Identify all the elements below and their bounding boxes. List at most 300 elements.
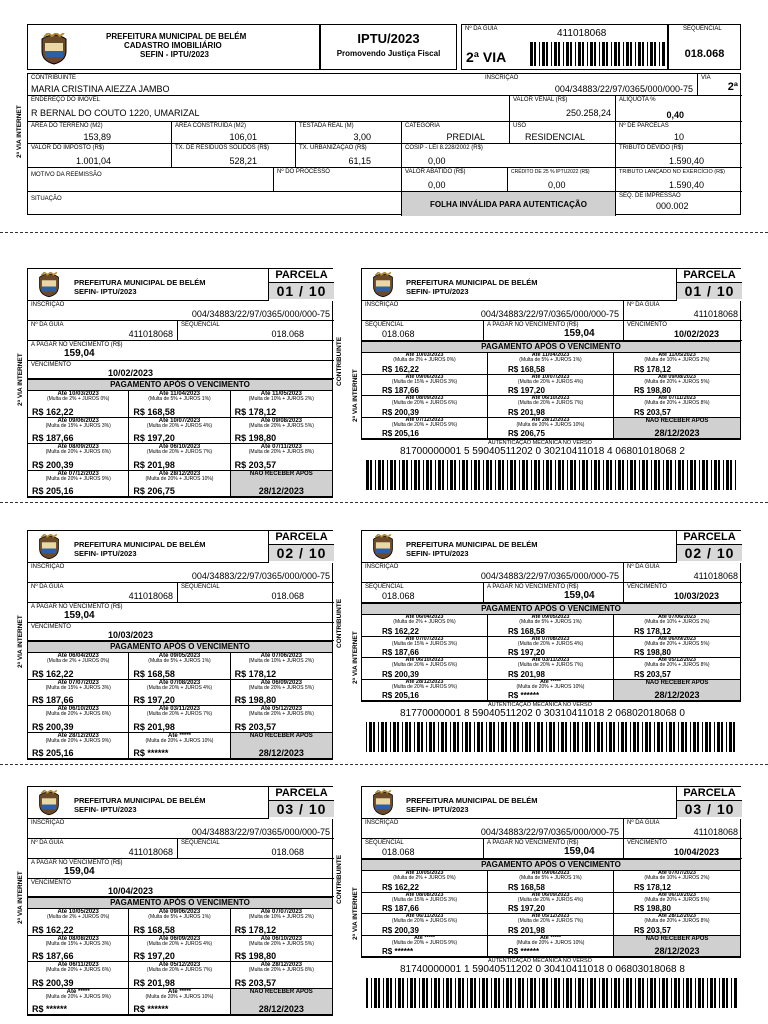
nao-receber-cell bbox=[614, 936, 740, 958]
penalty-value: R$ 178,12 bbox=[234, 668, 277, 679]
stub-cell-valor bbox=[28, 341, 334, 361]
barcode-bar bbox=[635, 42, 636, 66]
city-coat-of-arms-icon bbox=[38, 534, 60, 560]
penalty-date: Até 07/11/2023 bbox=[260, 444, 302, 450]
barcode-bar bbox=[695, 978, 696, 1008]
field-label: VENCIMENTO bbox=[31, 880, 71, 886]
header-guia-label: Nº DA GUIA bbox=[465, 26, 498, 32]
nao-receber-cell bbox=[231, 989, 332, 1016]
field-label: INSCRIÇÃO bbox=[365, 564, 399, 570]
penalty-value: R$ 201,98 bbox=[508, 925, 545, 935]
barcode-bar bbox=[594, 978, 596, 1008]
barcode-bar bbox=[566, 978, 569, 1008]
penalty-terms: (Multa de 20% + JUROS 9%) bbox=[45, 993, 111, 1000]
penalty-date: Até ***** bbox=[539, 935, 562, 941]
penalty-date: Até 09/08/2023 bbox=[260, 417, 303, 424]
barcode-bar bbox=[462, 978, 464, 1008]
barcode-bar bbox=[565, 722, 567, 752]
barcode-bar bbox=[465, 722, 468, 752]
penalty-value: R$ 203,57 bbox=[634, 925, 671, 935]
penalty-terms: (Multa de 20% + JUROS 5%) bbox=[644, 378, 710, 385]
bank-org-name: PREFEITURA MUNICIPAL DE BELÉM bbox=[406, 796, 538, 805]
penalty-date: Até ***** bbox=[167, 732, 191, 739]
stub-cell-guia bbox=[28, 583, 178, 603]
penalty-terms: (Multa de 20% + JUROS 10%) bbox=[145, 993, 214, 1000]
barcode-bar bbox=[435, 460, 436, 490]
cell-valor-imposto: VALOR DO IMPOSTO (R$) 1.001,04 bbox=[28, 144, 172, 168]
penalty-terms: (Multa de 20% + JUROS 5%) bbox=[644, 896, 710, 903]
penalty-cell bbox=[28, 391, 129, 418]
field-label: SEQUENCIAL bbox=[181, 322, 220, 328]
penalty-date: Até 03/11/2023 bbox=[158, 706, 201, 712]
penalty-date: Até 08/08/2023 bbox=[57, 935, 99, 942]
slip-stub bbox=[27, 530, 333, 760]
barcode-number: 81740000001 1 59040511202 0 30410411018 0 06803018068 8 bbox=[400, 964, 685, 975]
guia-value: 411018068 bbox=[693, 309, 738, 319]
barcode-bar bbox=[381, 722, 384, 752]
barcode-bar bbox=[489, 722, 492, 752]
barcode-bar bbox=[582, 460, 585, 490]
barcode-bar bbox=[549, 722, 552, 752]
penalty-date: Até 07/08/2023 bbox=[158, 679, 201, 686]
barcode-bar bbox=[614, 42, 617, 66]
barcode-bar bbox=[710, 978, 713, 1008]
barcode-bar bbox=[522, 978, 524, 1008]
barcode-bar bbox=[646, 460, 648, 490]
penalty-terms: (Multa de 20% + JUROS 10%) bbox=[145, 737, 214, 744]
penalty-cell bbox=[614, 893, 740, 915]
barcode-bar bbox=[594, 460, 597, 490]
penalty-terms: (Multa de 20% + JUROS 4%) bbox=[146, 684, 213, 691]
penalty-date: Até 06/09/2023 bbox=[531, 892, 570, 898]
barcode-bar bbox=[590, 978, 593, 1008]
penalty-cell bbox=[231, 962, 332, 989]
penalty-date: Até 07/07/2023 bbox=[658, 871, 696, 876]
penalty-value: R$ 201,98 bbox=[133, 977, 175, 988]
penalty-value: R$ 187,66 bbox=[382, 904, 419, 913]
barcode-bar bbox=[570, 978, 572, 1008]
barcode-bar bbox=[574, 460, 576, 490]
stub-cell-seq bbox=[178, 583, 334, 603]
valor-value: 159,04 bbox=[564, 846, 595, 857]
penalty-date: Até 03/11/2023 bbox=[531, 658, 570, 663]
barcode-bar bbox=[450, 978, 452, 1008]
seq-value: 018.068 bbox=[271, 847, 304, 857]
barcode-bar bbox=[378, 460, 381, 490]
barcode-bar bbox=[486, 978, 488, 1008]
penalty-value: R$ 203,57 bbox=[234, 721, 277, 732]
penalty-date: Até 09/06/2023 bbox=[158, 909, 201, 915]
barcode-bar bbox=[638, 42, 641, 66]
penalty-date: Até 09/05/2023 bbox=[531, 615, 570, 620]
field-label: SEQUENCIAL bbox=[365, 584, 404, 590]
penalty-cell bbox=[362, 637, 488, 659]
valor-value: 159,04 bbox=[564, 590, 595, 601]
barcode-bar bbox=[729, 722, 732, 752]
barcode-bar bbox=[493, 722, 495, 752]
barcode-bar bbox=[518, 978, 521, 1008]
barcode-bar bbox=[714, 978, 716, 1008]
barcode-bar bbox=[462, 722, 463, 752]
barcode-bar bbox=[662, 42, 665, 66]
barcode-bar bbox=[589, 722, 591, 752]
penalty-cell bbox=[362, 396, 488, 418]
barcode-bar bbox=[378, 978, 380, 1008]
cut-line bbox=[0, 502, 768, 503]
penalty-terms: (Multa de 20% + JUROS 5%) bbox=[248, 684, 314, 691]
cell-situacao: SITUAÇÃO bbox=[28, 192, 402, 216]
barcode-bar bbox=[566, 42, 569, 66]
penalty-value: R$ 198,80 bbox=[634, 648, 671, 657]
penalty-terms: (Multa de 20% + JUROS 6%) bbox=[45, 711, 111, 717]
penalty-terms: (Multa de 20% + JUROS 4%) bbox=[146, 940, 213, 947]
penalty-terms: (Multa de 20% + JUROS 7%) bbox=[146, 449, 213, 455]
penalty-date: Até 28/12/2023 bbox=[531, 417, 570, 423]
barcode-bar bbox=[678, 722, 679, 752]
penalty-cell bbox=[129, 471, 230, 498]
penalty-value: R$ 168,58 bbox=[508, 626, 545, 636]
bank-cell-guia bbox=[624, 301, 742, 321]
barcode-bar bbox=[441, 722, 444, 752]
penalty-cell bbox=[614, 914, 740, 936]
city-coat-of-arms-icon bbox=[372, 272, 394, 298]
barcode-bar bbox=[697, 722, 699, 752]
auth-label: AUTENTICAÇÃO MECÂNICA NO VERSO bbox=[488, 440, 592, 446]
barcode-bar bbox=[491, 978, 492, 1008]
penalty-value: R$ 178,12 bbox=[634, 626, 671, 636]
penalty-value: R$ 198,80 bbox=[234, 695, 277, 705]
penalty-value: R$ 178,12 bbox=[634, 364, 671, 374]
penalty-cell bbox=[129, 653, 230, 680]
barcode-bar bbox=[731, 978, 732, 1008]
penalty-date: Até 08/09/2023 bbox=[405, 396, 444, 401]
penalty-value: R$ 205,16 bbox=[382, 429, 419, 438]
barcode-bar bbox=[414, 722, 415, 752]
penalty-cell bbox=[488, 871, 614, 893]
penalty-value: R$ 168,58 bbox=[133, 406, 175, 417]
penalty-cell bbox=[28, 909, 129, 936]
barcode-bar bbox=[577, 722, 579, 752]
penalty-date: Até 09/05/2023 bbox=[158, 653, 201, 659]
stub-org-name: PREFEITURA MUNICIPAL DE BELÉM bbox=[74, 796, 206, 805]
penalty-terms: (Multa de 15% + JUROS 3%) bbox=[45, 684, 111, 691]
bank-cell-guia bbox=[624, 563, 742, 583]
bank-cell-seq bbox=[362, 839, 484, 859]
stub-header bbox=[28, 787, 334, 819]
barcode-bar bbox=[438, 978, 440, 1008]
barcode-bar bbox=[682, 460, 684, 490]
barcode-bar bbox=[510, 722, 511, 752]
penalty-terms: (Multa de 20% + JUROS 4%) bbox=[146, 422, 213, 429]
barcode-bar bbox=[662, 978, 665, 1008]
barcode-bar bbox=[495, 460, 496, 490]
contribuinte-side-label: CONTRIBUINTE bbox=[336, 598, 343, 648]
barcode-bar bbox=[654, 978, 656, 1008]
city-coat-of-arms-icon bbox=[372, 534, 394, 560]
penalty-value: R$ 205,16 bbox=[32, 748, 74, 758]
bank-cell-guia bbox=[624, 819, 742, 839]
parcela-box bbox=[676, 269, 742, 301]
barcode-bar bbox=[723, 460, 724, 490]
penalty-date: Até 28/12/2023 bbox=[158, 470, 201, 477]
penalty-value: R$ 206,75 bbox=[508, 429, 545, 438]
barcode-bar bbox=[467, 978, 468, 1008]
penalty-cell bbox=[488, 936, 614, 958]
penalty-cell bbox=[129, 936, 230, 963]
penalty-terms: (Multa de 2% + JUROS 0%) bbox=[46, 396, 110, 402]
stub-org-name: PREFEITURA MUNICIPAL DE BELÉM bbox=[74, 540, 206, 549]
penalty-terms: (Multa de 20% + JUROS 8%) bbox=[248, 449, 314, 455]
barcode-bar bbox=[639, 460, 640, 490]
penalty-value: R$ 198,80 bbox=[634, 904, 671, 913]
header-cadastro: CADASTRO IMOBILIÁRIO bbox=[124, 41, 222, 50]
barcode-bar bbox=[659, 42, 660, 66]
barcode-bar bbox=[455, 978, 456, 1008]
barcode-bar bbox=[671, 978, 672, 1008]
barcode-bar bbox=[570, 42, 572, 66]
field-label: Nº DA GUIA bbox=[627, 564, 660, 570]
header-seq-box bbox=[668, 24, 741, 70]
inscricao-value: 004/34883/22/97/0365/000/000-75 bbox=[480, 827, 619, 837]
valor-value: 159,04 bbox=[64, 348, 95, 359]
penalty-cell bbox=[28, 471, 129, 498]
barcode-bar bbox=[558, 42, 560, 66]
barcode-bar bbox=[457, 722, 459, 752]
barcode-bar bbox=[578, 978, 581, 1008]
barcode-bar bbox=[399, 460, 400, 490]
penalty-terms: (Multa de 5% + JUROS 1%) bbox=[519, 875, 582, 881]
barcode-bar bbox=[407, 978, 408, 1008]
barcode-bar bbox=[659, 978, 660, 1008]
parcela-box bbox=[268, 269, 334, 301]
barcode-bar bbox=[531, 460, 532, 490]
field-label: A PAGAR NO VENCIMENTO (R$) bbox=[487, 840, 579, 846]
penalty-date: Até 09/06/2023 bbox=[531, 871, 570, 876]
barcode-bar bbox=[546, 42, 548, 66]
nao-receber-cell bbox=[614, 680, 740, 702]
vencimento-value: 10/04/2023 bbox=[674, 847, 720, 857]
barcode-bar bbox=[606, 460, 609, 490]
side-label-bank: 2ª VIA INTERNET bbox=[352, 631, 359, 684]
barcode-bar bbox=[459, 460, 460, 490]
penalty-value: R$ 178,12 bbox=[234, 406, 277, 417]
penalty-terms: (Multa de 20% + JUROS 8%) bbox=[644, 918, 710, 924]
side-label-stub: 2ª VIA INTERNET bbox=[17, 871, 24, 924]
barcode-bar bbox=[483, 460, 484, 490]
penalty-value: R$ ****** bbox=[133, 1004, 169, 1014]
penalty-value: R$ 162,22 bbox=[382, 626, 419, 636]
barcode-bar bbox=[445, 722, 447, 752]
barcode-bar bbox=[674, 978, 677, 1008]
city-coat-of-arms-icon bbox=[38, 272, 60, 298]
penalty-terms: (Multa de 20% + JUROS 6%) bbox=[45, 967, 111, 973]
barcode-bar bbox=[366, 722, 367, 752]
parcela-number: 02 / 10 bbox=[677, 544, 742, 561]
penalty-terms: (Multa de 5% + JUROS 1%) bbox=[148, 658, 211, 664]
penalty-terms: (Multa de 2% + JUROS 0%) bbox=[393, 357, 456, 363]
barcode-bar bbox=[685, 722, 687, 752]
vencimento-value: 10/04/2023 bbox=[108, 886, 154, 896]
penalty-terms: (Multa de 20% + JUROS 6%) bbox=[391, 918, 458, 924]
barcode-bar bbox=[525, 722, 528, 752]
guia-value: 411018068 bbox=[128, 591, 173, 601]
valor-value: 159,04 bbox=[564, 328, 595, 339]
penalty-date: Até 08/09/2023 bbox=[57, 444, 99, 450]
slip-bank bbox=[361, 786, 741, 958]
barcode-bar bbox=[651, 460, 652, 490]
barcode-bar bbox=[506, 978, 509, 1008]
penalty-terms: (Multa de 20% + JUROS 8%) bbox=[248, 967, 314, 973]
barcode-bar bbox=[510, 460, 513, 490]
stub-cell-inscricao bbox=[28, 301, 334, 321]
penalty-cell bbox=[28, 962, 129, 989]
field-label: VENCIMENTO bbox=[31, 624, 71, 630]
bank-header bbox=[362, 787, 742, 819]
barcode-bar bbox=[539, 42, 540, 66]
cell-area-construida: ÁREA CONSTRUÍDA (M2) 106,01 bbox=[172, 122, 296, 144]
barcode-bar bbox=[434, 978, 437, 1008]
barcode-bar bbox=[558, 460, 561, 490]
barcode-bar bbox=[558, 722, 559, 752]
penalty-terms: (Multa de 2% + JUROS 0%) bbox=[46, 658, 110, 664]
pagamento-apos-header: PAGAMENTO APÓS O VENCIMENTO bbox=[27, 379, 333, 391]
cell-tributo-lancado: TRIBUTO LANÇADO NO EXERCÍCIO (R$) 1.590,40 bbox=[616, 168, 742, 192]
seq-value: 018.068 bbox=[382, 847, 415, 857]
penalty-value: R$ 162,22 bbox=[32, 924, 74, 935]
penalty-date: Até 09/06/2023 bbox=[405, 374, 444, 380]
penalty-date: Até 05/12/2023 bbox=[260, 706, 303, 712]
penalty-date: Até 28/12/2023 bbox=[260, 962, 303, 968]
barcode-bar bbox=[717, 722, 720, 752]
barcode-bar bbox=[650, 42, 653, 66]
barcode-bar bbox=[573, 722, 576, 752]
bank-cell-valor bbox=[484, 321, 624, 341]
barcode-bar bbox=[517, 722, 519, 752]
penalty-terms: (Multa de 2% + JUROS 0%) bbox=[393, 619, 456, 625]
barcode-bar bbox=[635, 978, 636, 1008]
barcode-bar bbox=[419, 978, 420, 1008]
penalty-cell bbox=[28, 444, 129, 471]
barcode-bar bbox=[542, 42, 545, 66]
penalty-date: Até 07/12/2023 bbox=[57, 470, 99, 477]
barcode-bar bbox=[575, 42, 576, 66]
barcode-bar bbox=[390, 978, 392, 1008]
penalty-terms: (Multa de 2% + JUROS 0%) bbox=[46, 914, 110, 920]
penalty-terms: (Multa de 15% + JUROS 3%) bbox=[391, 640, 458, 647]
barcode-bar bbox=[633, 722, 636, 752]
seq-value: 018.068 bbox=[271, 591, 304, 601]
bank-cell-inscricao bbox=[362, 301, 624, 321]
barcode-bar bbox=[534, 460, 537, 490]
barcode-bar bbox=[654, 722, 655, 752]
barcode-bar bbox=[654, 42, 656, 66]
penalty-cell bbox=[129, 680, 230, 707]
stub-cell-inscricao bbox=[28, 563, 334, 583]
penalty-value: R$ 205,16 bbox=[32, 486, 74, 496]
stub-sefin: SEFIN- IPTU/2023 bbox=[74, 549, 137, 558]
penalty-cell bbox=[362, 871, 488, 893]
barcode-bar bbox=[562, 460, 564, 490]
barcode-bar bbox=[438, 460, 441, 490]
field-label: VENCIMENTO bbox=[627, 840, 667, 846]
barcode-bar bbox=[366, 978, 368, 1008]
penalty-cell bbox=[614, 637, 740, 659]
barcode-bar bbox=[402, 978, 404, 1008]
penalty-cell bbox=[28, 733, 129, 760]
penalty-cell bbox=[28, 989, 129, 1016]
barcode-number: 81770000001 8 59040511202 0 30310411018 2 06802018068 0 bbox=[400, 708, 685, 719]
barcode-bar bbox=[474, 978, 476, 1008]
penalty-date: Até 06/04/2023 bbox=[57, 653, 99, 659]
penalty-cell bbox=[231, 706, 332, 733]
payment-barcode bbox=[366, 722, 740, 752]
penalty-terms: (Multa de 20% + JUROS 9%) bbox=[45, 737, 111, 744]
barcode-bar bbox=[486, 460, 489, 490]
barcode-bar bbox=[382, 460, 384, 490]
barcode-bar bbox=[395, 978, 396, 1008]
barcode-bar bbox=[678, 978, 680, 1008]
bank-org-name: PREFEITURA MUNICIPAL DE BELÉM bbox=[406, 540, 538, 549]
barcode-bar bbox=[606, 722, 607, 752]
penalty-value: R$ 201,98 bbox=[133, 459, 175, 470]
valor-value: 159,04 bbox=[64, 610, 95, 621]
barcode-bar bbox=[615, 460, 616, 490]
barcode-bar bbox=[690, 722, 691, 752]
penalty-value: R$ 197,20 bbox=[508, 904, 545, 913]
penalty-date: Até 06/09/2023 bbox=[260, 679, 303, 686]
parcela-number: 03 / 10 bbox=[677, 800, 742, 817]
penalty-terms: (Multa de 20% + JUROS 5%) bbox=[248, 940, 314, 947]
barcode-bar bbox=[482, 978, 485, 1008]
barcode-bar bbox=[390, 460, 393, 490]
barcode-bar bbox=[587, 978, 588, 1008]
barcode-bar bbox=[471, 460, 472, 490]
payment-barcode bbox=[366, 978, 740, 1008]
bank-cell-valor bbox=[484, 839, 624, 859]
barcode-bar bbox=[645, 722, 648, 752]
penalty-cell bbox=[362, 418, 488, 440]
cell-processo: Nº DO PROCESSO bbox=[274, 168, 402, 192]
barcode-bar bbox=[371, 978, 372, 1008]
penalty-date: Até 11/04/2023 bbox=[158, 391, 201, 397]
contribuinte-side-label: CONTRIBUINTE bbox=[336, 336, 343, 386]
bank-cell-inscricao bbox=[362, 563, 624, 583]
nao-receber-date: 28/12/2023 bbox=[654, 946, 700, 956]
barcode-bar bbox=[507, 460, 508, 490]
barcode-bar bbox=[683, 978, 684, 1008]
stub-cell-guia bbox=[28, 839, 178, 859]
penalty-terms: (Multa de 20% + JUROS 8%) bbox=[644, 662, 710, 668]
nao-receber-cell bbox=[614, 418, 740, 440]
barcode-bar bbox=[599, 978, 600, 1008]
barcode-bar bbox=[610, 460, 612, 490]
penalty-cell bbox=[614, 615, 740, 637]
penalty-terms: (Multa de 15% + JUROS 3%) bbox=[391, 378, 458, 385]
main-data-table bbox=[27, 73, 741, 215]
nao-receber-label: NÃO RECEBER APÓS bbox=[249, 732, 313, 739]
penalty-value: R$ ****** bbox=[133, 748, 169, 758]
barcode-bar bbox=[699, 460, 700, 490]
penalty-value: R$ 206,75 bbox=[133, 486, 175, 496]
penalty-value: R$ 200,39 bbox=[382, 669, 419, 679]
barcode-bar bbox=[402, 460, 405, 490]
barcode-bar bbox=[438, 722, 439, 752]
penalty-cell bbox=[488, 893, 614, 915]
penalty-cell bbox=[362, 680, 488, 702]
penalty-cell bbox=[129, 962, 230, 989]
barcode-bar bbox=[378, 722, 379, 752]
penalty-terms: (Multa de 20% + JUROS 10%) bbox=[516, 421, 585, 428]
